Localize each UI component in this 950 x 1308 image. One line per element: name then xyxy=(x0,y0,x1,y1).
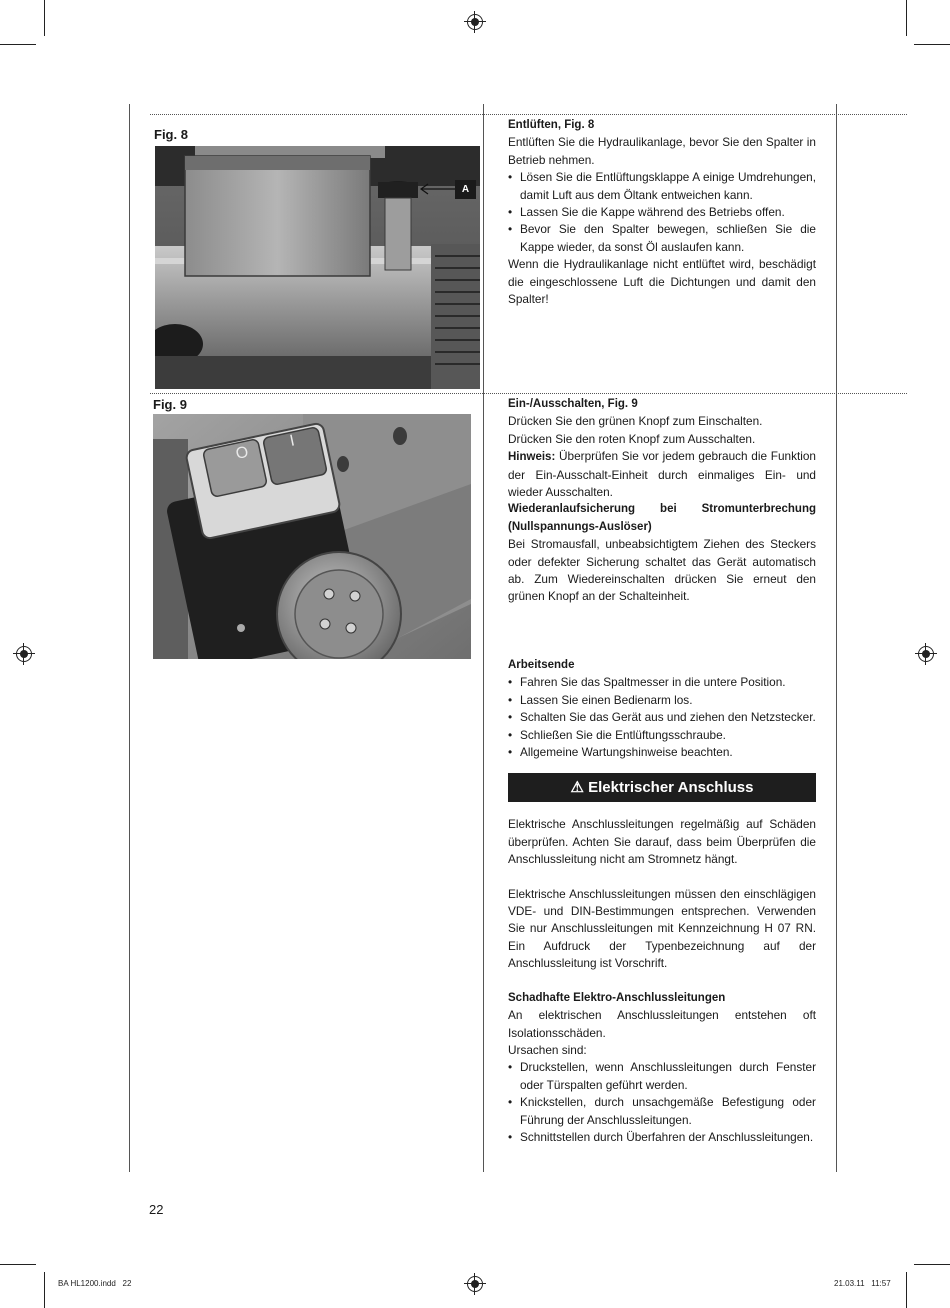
venting-intro: Entlüften Sie die Hydraulikanlage, bevor Sie den Spalter in Betrieb nehmen. xyxy=(508,135,816,167)
registration-mark-icon xyxy=(467,1276,483,1292)
list-item: • Schnittstellen durch Überfahren der Anschlussleitungen. xyxy=(508,1129,816,1146)
callout-label-a: A xyxy=(455,180,476,199)
causes-bullet-list xyxy=(508,1059,816,1146)
warning-triangle-icon: ⚠ xyxy=(570,779,584,797)
registration-mark-icon xyxy=(16,646,32,662)
switch-heading: Ein-/Ausschalten, Fig. 9 xyxy=(508,398,638,410)
section-divider xyxy=(150,114,907,115)
column-rule-right xyxy=(836,104,837,1172)
crop-mark xyxy=(906,0,907,36)
electric-para-2: Elektrische Anschlussleitungen müssen den einschlägigen VDE- und DIN-Bestimmungen entsprechen. Verwenden Sie nur Anschlussleitungen mit Kennzeichnung H 07 RN. Ein Aufdruck der Typenbezeichnung auf der Anschlussleitung ist Vorschrift. xyxy=(508,886,816,971)
registration-mark-icon xyxy=(918,646,934,662)
electric-para-1: Elektrische Anschlussleitungen regelmäßig auf Schäden überprüfen. Achten Sie darauf, dass beim Überprüfen die Anschlussleitung nicht am Stromnetz hängt. xyxy=(508,817,816,867)
venting-outro: Wenn die Hydraulikanlage nicht entlüftet wird, beschädigt die eingeschlossene Luft die Dichtungen und damit den Spalter! xyxy=(508,257,816,307)
damaged-cables-text: An elektrischen Anschlussleitungen entstehen oft Isolationsschäden. xyxy=(508,1008,816,1040)
note-text: Überprüfen Sie vor jedem gebrauch die Funktion der Ein-Ausschalt-Einheit durch einmaliges Ein- und wieder Ausschalten. xyxy=(508,449,816,500)
venting-bullet-list xyxy=(508,169,816,256)
list-item: • Lassen Sie die Kappe während des Betriebs offen. xyxy=(508,204,816,221)
crop-mark xyxy=(0,1264,36,1265)
list-item: • Allgemeine Wartungshinweise beachten. xyxy=(508,744,816,761)
column-rule-middle xyxy=(483,104,484,1172)
list-item: • Druckstellen, wenn Anschlussleitungen durch Fenster oder Türspalten geführt werden. xyxy=(508,1059,816,1094)
figure-9-label: Fig. 9 xyxy=(153,397,187,412)
electric-connection-banner xyxy=(508,773,816,802)
electric-connection-title: Elektrischer Anschluss xyxy=(588,779,754,797)
page-number: 22 xyxy=(149,1202,164,1217)
restart-heading: Wiederanlaufsicherung bei Stromunterbrechung (Nullspannungs-Auslöser) xyxy=(508,503,816,533)
crop-mark xyxy=(906,1272,907,1308)
note-label: Hinweis: xyxy=(508,451,556,464)
switch-on-symbol: I xyxy=(288,432,297,450)
causes-label: Ursachen sind: xyxy=(508,1042,587,1057)
column-rule-left xyxy=(129,104,130,1172)
list-item: • Fahren Sie das Spaltmesser in die untere Position. xyxy=(508,674,816,691)
section-divider xyxy=(150,393,907,394)
list-item: • Bevor Sie den Spalter bewegen, schließen Sie die Kappe wieder, da sonst Öl auslaufen kann. xyxy=(508,221,816,256)
figure-9-photo xyxy=(153,414,471,659)
slug-date-info: 21.03.11 11:57 xyxy=(834,1279,891,1288)
callout-arrow-icon xyxy=(418,182,458,196)
list-item: • Lassen Sie einen Bedienarm los. xyxy=(508,692,816,709)
crop-mark xyxy=(44,0,45,36)
crop-mark xyxy=(914,44,950,45)
switch-off-instruction: Drücken Sie den roten Knopf zum Ausschalten. xyxy=(508,431,756,446)
registration-mark-icon xyxy=(467,14,483,30)
switch-off-symbol: O xyxy=(234,443,251,463)
crop-mark xyxy=(0,44,36,45)
switch-note xyxy=(508,448,816,501)
work-end-heading: Arbeitsende xyxy=(508,659,575,671)
list-item: • Schalten Sie das Gerät aus und ziehen den Netzstecker. xyxy=(508,709,816,726)
list-item: • Knickstellen, durch unsachgemäße Befestigung oder Führung der Anschlussleitungen. xyxy=(508,1094,816,1129)
figure-8-label: Fig. 8 xyxy=(154,127,188,142)
list-item: • Lösen Sie die Entlüftungsklappe A einige Umdrehungen, damit Luft aus dem Öltank entweichen kann. xyxy=(508,169,816,204)
slug-file-info: BA HL1200.indd 22 xyxy=(58,1279,132,1288)
list-item: • Schließen Sie die Entlüftungsschraube. xyxy=(508,727,816,744)
crop-mark xyxy=(44,1272,45,1308)
venting-heading: Entlüften, Fig. 8 xyxy=(508,119,595,131)
section-venting xyxy=(508,117,816,308)
crop-mark xyxy=(914,1264,950,1265)
work-end-bullet-list xyxy=(508,674,816,761)
section-switch xyxy=(508,396,816,606)
section-work-end xyxy=(508,657,816,1146)
switch-on-instruction: Drücken Sie den grünen Knopf zum Einschalten. xyxy=(508,414,763,429)
restart-text: Bei Stromausfall, unbeabsichtigtem Ziehen des Steckers oder defekter Sicherung schaltet das Gerät automatisch ab. Zum Wiedereinschalten drücken Sie erneut den grünen Knopf an der Schalteinheit. xyxy=(508,537,816,604)
damaged-cables-heading: Schadhafte Elektro-Anschlussleitungen xyxy=(508,991,726,1004)
